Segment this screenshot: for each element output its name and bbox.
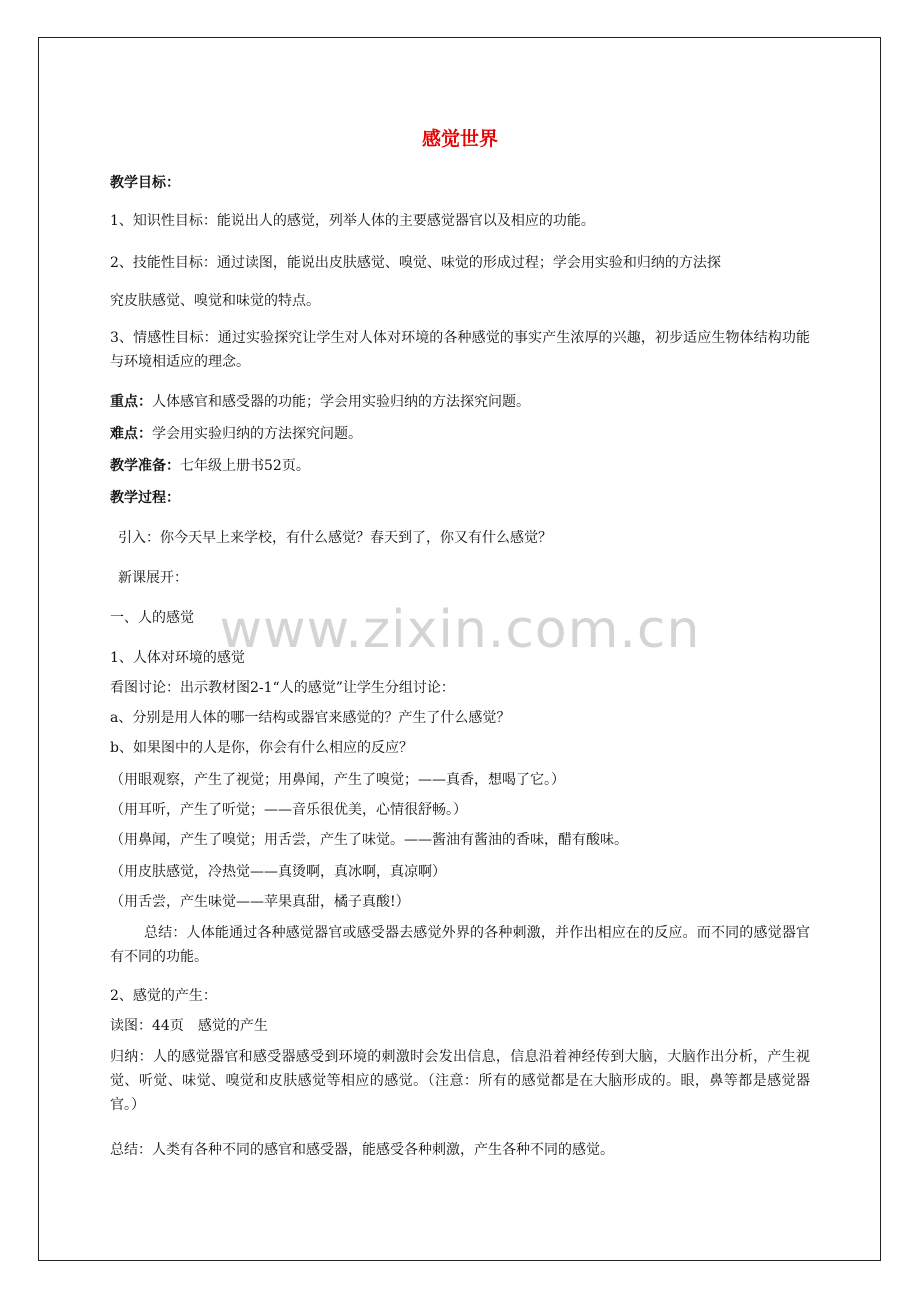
process-heading: 教学过程： [110, 490, 180, 506]
response-4: （用皮肤感觉，冷热觉——真烫啊，真冰啊，真凉啊） [110, 864, 446, 880]
summary-1: 总结：人体能通过各种感觉器官或感受器去感觉外界的各种刺激，并作出相应在的反应。而不同的感觉器官有不同的功能。 [110, 925, 810, 965]
difficult-points-text: 学会用实验归纳的方法探究问题。 [152, 426, 362, 442]
difficult-points-label: 难点： [110, 426, 152, 442]
goals-heading: 教学目标： [110, 175, 180, 191]
response-5: （用舌尝，产生味觉——苹果真甜，橘子真酸!） [110, 894, 410, 910]
introduction: 引入：你今天早上来学校，有什么感觉？春天到了，你又有什么感觉？ [118, 530, 552, 546]
watermark: www.zixin.com.cn [219, 600, 701, 660]
section-1-heading: 一、人的感觉 [110, 610, 194, 626]
question-a: a、分别是用人体的哪一结构或器官来感觉的？产生了什么感觉？ [110, 710, 511, 726]
key-points-label: 重点： [110, 394, 152, 410]
subsection-2-heading: 2、感觉的产生： [110, 988, 217, 1004]
response-3: （用鼻闻，产生了嗅觉；用舌尝，产生了味觉。——酱油有酱油的香味，醋有酸味。 [110, 832, 628, 848]
summary-2: 总结：人类有各种不同的感官和感受器，能感受各种刺激，产生各种不同的感觉。 [110, 1142, 614, 1158]
goal-3: 3、情感性目标：通过实验探究让学生对人体对环境的各种感觉的事实产生浓厚的兴趣，初步适应生物体结构功能与环境相适应的理念。 [110, 330, 810, 370]
induction-text: 归纳：人的感觉器官和感受器感受到环境的刺激时会发出信息，信息沿着神经传到大脑，大脑作出分析，产生视觉、听觉、味觉、嗅觉和皮肤感觉等相应的感觉。（注意：所有的感觉都是在大脑形成的。眼，鼻等都是感觉器官。） [110, 1049, 810, 1113]
preparation-text: 七年级上册书52页。 [180, 458, 310, 474]
subsection-1-heading: 1、人体对环境的感觉 [110, 650, 245, 666]
goal-2-line-1: 2、技能性目标：通过读图，能说出皮肤感觉、嗅觉、味觉的形成过程；学会用实验和归纳的方法探 [110, 255, 721, 271]
discussion-text: 看图讨论：出示教材图2-1“人的感觉”让学生分组讨论： [110, 680, 455, 696]
preparation [110, 455, 810, 475]
response-1: （用眼观察，产生了视觉；用鼻闻，产生了嗅觉；——真香，想喝了它。） [110, 772, 565, 788]
preparation-label: 教学准备： [110, 458, 180, 474]
goal-1: 1、知识性目标：能说出人的感觉，列举人体的主要感觉器官以及相应的功能。 [110, 213, 595, 229]
key-points [110, 391, 810, 411]
new-lesson: 新课展开： [118, 570, 188, 586]
difficult-points [110, 423, 810, 443]
goal-2-line-2: 究皮肤感觉、嗅觉和味觉的特点。 [110, 293, 320, 309]
document-title: 感觉世界 [421, 128, 498, 150]
reading-instruction: 读图：44页 感觉的产生 [110, 1018, 268, 1034]
key-points-text: 人体感官和感受器的功能；学会用实验归纳的方法探究问题。 [152, 394, 530, 410]
question-b: b、如果图中的人是你，你会有什么相应的反应？ [110, 740, 413, 756]
response-2: （用耳听，产生了听觉；——音乐很优美，心情很舒畅。） [110, 802, 467, 818]
